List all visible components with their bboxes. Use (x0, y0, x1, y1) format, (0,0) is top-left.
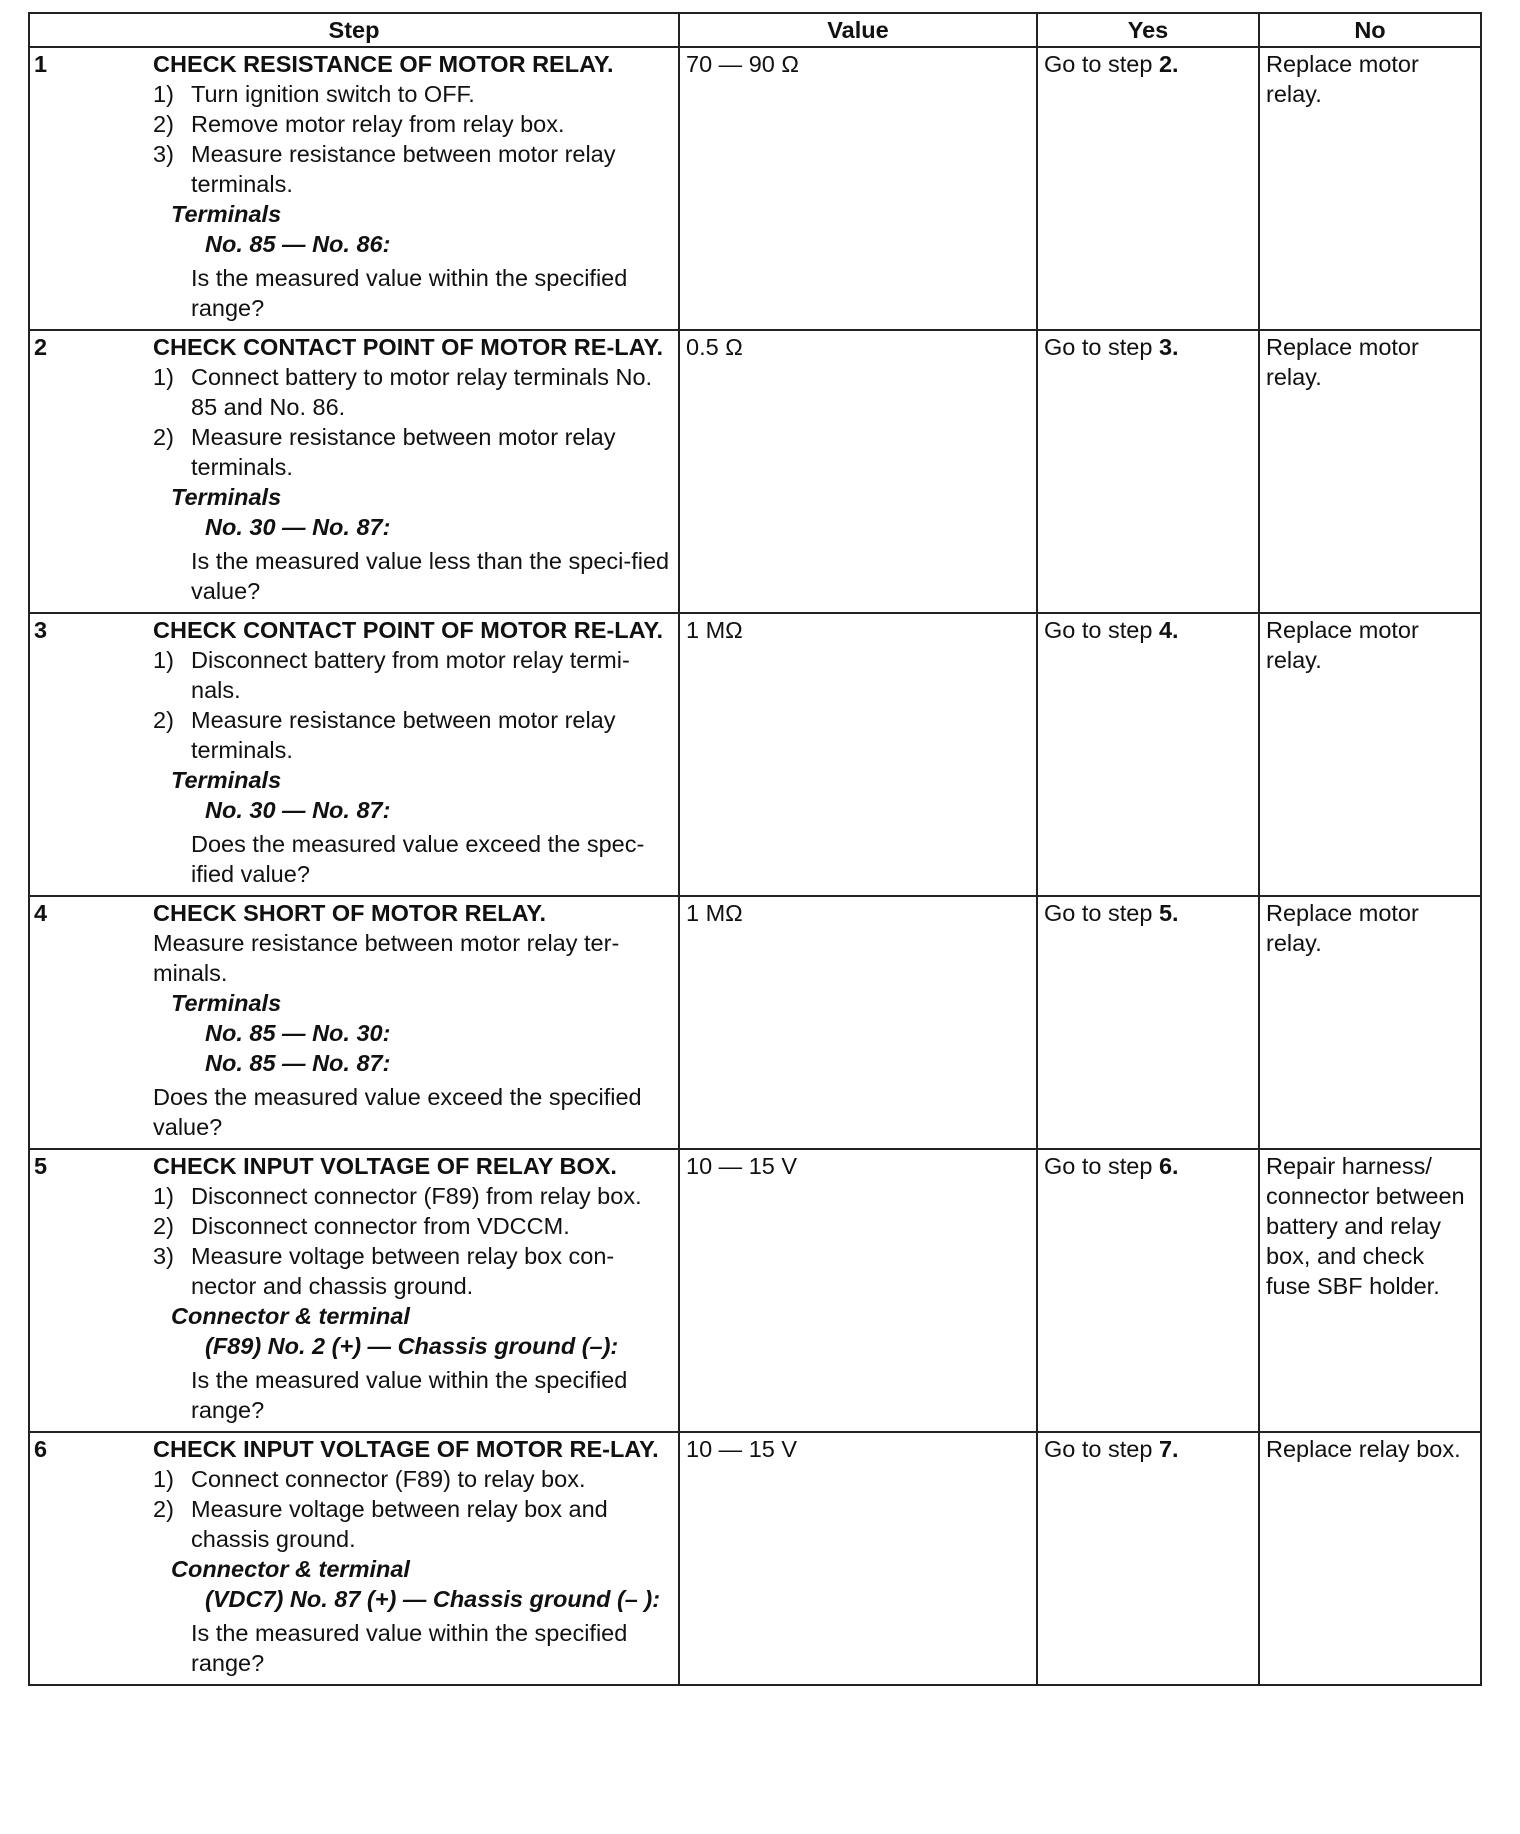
step-cell (29, 330, 679, 613)
step-cell (29, 1432, 679, 1685)
header-row (29, 13, 1481, 47)
no-cell: Replace relay box. (1259, 1432, 1481, 1685)
step-item-number: 2) (153, 424, 174, 450)
step-item (153, 1181, 672, 1211)
yes-step-number: 3. (1158, 334, 1179, 360)
step-body (153, 898, 672, 1142)
table-row (29, 1432, 1481, 1685)
terminal-spec: No. 30 — No. 87: (205, 514, 391, 540)
step-question: Is the measured value within the specified range? (191, 265, 628, 321)
step-item-number: 1) (153, 647, 174, 673)
step-question: Is the measured value less than the speci-fied value? (191, 548, 670, 604)
terminal-label: Connector & terminal (171, 1303, 410, 1329)
terminal-spec: No. 85 — No. 86: (205, 231, 391, 257)
step-number: 1 (34, 51, 48, 77)
yes-text: Go to step (1044, 1436, 1159, 1462)
step-item-text: Measure resistance between motor relay terminals. (191, 141, 616, 197)
step-item-number: 2) (153, 1496, 174, 1522)
yes-step-number: 4. (1158, 617, 1179, 643)
value-cell: 1 MΩ (679, 613, 1037, 896)
step-item (153, 109, 672, 139)
yes-step-number: 2. (1158, 51, 1179, 77)
step-question: Is the measured value within the specified range? (191, 1620, 628, 1676)
step-number: 3 (34, 617, 48, 643)
step-title: CHECK RESISTANCE OF MOTOR RELAY. (153, 51, 614, 77)
step-title: CHECK SHORT OF MOTOR RELAY. (153, 900, 547, 926)
yes-text: Go to step (1044, 1153, 1159, 1179)
header-value: Value (679, 13, 1037, 47)
terminal-label: Connector & terminal (171, 1556, 410, 1582)
step-item (153, 362, 672, 422)
step-item-number: 3) (153, 1243, 174, 1269)
header-yes: Yes (1037, 13, 1259, 47)
step-item-text: Disconnect battery from motor relay termi-nals. (191, 647, 630, 703)
yes-cell (1037, 1149, 1259, 1432)
terminal-spec: No. 30 — No. 87: (205, 797, 391, 823)
step-item (153, 1464, 672, 1494)
step-cell (29, 47, 679, 330)
no-cell: Repair harness/ connector between battery and relay box, and check fuse SBF holder. (1259, 1149, 1481, 1432)
yes-step-number: 6. (1158, 1153, 1179, 1179)
table-row (29, 47, 1481, 330)
step-item (153, 1211, 672, 1241)
step-number: 2 (34, 334, 48, 360)
step-item (153, 645, 672, 705)
step-number: 6 (34, 1436, 48, 1462)
step-body (153, 615, 672, 889)
step-body (153, 49, 672, 323)
yes-cell (1037, 613, 1259, 896)
step-question: Does the measured value exceed the specified value? (153, 1084, 642, 1140)
terminal-spec: (F89) No. 2 (+) — Chassis ground (–): (205, 1333, 619, 1359)
terminal-label: Terminals (171, 201, 282, 227)
step-item (153, 1494, 672, 1554)
no-cell: Replace motor relay. (1259, 47, 1481, 330)
diagnostic-table (28, 12, 1482, 1686)
value-cell: 0.5 Ω (679, 330, 1037, 613)
step-item-text: Measure voltage between relay box con-nector and chassis ground. (191, 1243, 615, 1299)
step-item-number: 2) (153, 111, 174, 137)
step-item-number: 1) (153, 364, 174, 390)
yes-cell (1037, 1432, 1259, 1685)
no-cell: Replace motor relay. (1259, 330, 1481, 613)
table-row (29, 330, 1481, 613)
value-cell: 70 — 90 Ω (679, 47, 1037, 330)
step-item (153, 139, 672, 199)
step-item (153, 705, 672, 765)
step-item-number: 1) (153, 81, 174, 107)
step-question: Is the measured value within the specified range? (191, 1367, 628, 1423)
step-cell (29, 1149, 679, 1432)
step-item-text: Measure resistance between motor relay terminals. (191, 707, 616, 763)
step-title: CHECK INPUT VOLTAGE OF MOTOR RE-LAY. (153, 1436, 659, 1462)
yes-cell (1037, 330, 1259, 613)
yes-step-number: 7. (1158, 1436, 1179, 1462)
step-number: 4 (34, 900, 48, 926)
yes-text: Go to step (1044, 51, 1159, 77)
step-item-text: Measure resistance between motor relay terminals. (191, 424, 616, 480)
step-item (153, 1241, 672, 1301)
yes-step-number: 5. (1158, 900, 1179, 926)
step-body (153, 1151, 672, 1425)
terminal-spec: No. 85 — No. 30: (205, 1020, 391, 1046)
yes-text: Go to step (1044, 334, 1159, 360)
step-item-text: Disconnect connector from VDCCM. (191, 1213, 570, 1239)
step-item-number: 1) (153, 1466, 174, 1492)
step-item (153, 79, 672, 109)
no-cell: Replace motor relay. (1259, 896, 1481, 1149)
step-number: 5 (34, 1153, 48, 1179)
table-row (29, 613, 1481, 896)
step-item-text: Measure voltage between relay box and chassis ground. (191, 1496, 608, 1552)
step-item-number: 3) (153, 141, 174, 167)
terminal-label: Terminals (171, 767, 282, 793)
step-item-text: Disconnect connector (F89) from relay box. (191, 1183, 642, 1209)
step-question: Does the measured value exceed the spec-ified value? (191, 831, 645, 887)
step-body (153, 1434, 672, 1678)
table-row (29, 896, 1481, 1149)
terminal-spec: No. 85 — No. 87: (205, 1050, 391, 1076)
step-body (153, 332, 672, 606)
table-row (29, 1149, 1481, 1432)
step-title: CHECK INPUT VOLTAGE OF RELAY BOX. (153, 1153, 617, 1179)
step-item-text: Turn ignition switch to OFF. (191, 81, 475, 107)
terminal-label: Terminals (171, 990, 282, 1016)
step-item-number: 1) (153, 1183, 174, 1209)
step-item-number: 2) (153, 707, 174, 733)
step-item-text: Connect connector (F89) to relay box. (191, 1466, 586, 1492)
yes-text: Go to step (1044, 617, 1159, 643)
step-instruction: Measure resistance between motor relay ter-minals. (153, 930, 620, 986)
table-body (29, 47, 1481, 1685)
yes-cell (1037, 47, 1259, 330)
step-item-text: Connect battery to motor relay terminals No. 85 and No. 86. (191, 364, 653, 420)
value-cell: 1 MΩ (679, 896, 1037, 1149)
no-cell: Replace motor relay. (1259, 613, 1481, 896)
step-cell (29, 896, 679, 1149)
step-item (153, 422, 672, 482)
value-cell: 10 — 15 V (679, 1432, 1037, 1685)
step-item-text: Remove motor relay from relay box. (191, 111, 565, 137)
header-no: No (1259, 13, 1481, 47)
step-cell (29, 613, 679, 896)
step-item-number: 2) (153, 1213, 174, 1239)
yes-text: Go to step (1044, 900, 1159, 926)
value-cell: 10 — 15 V (679, 1149, 1037, 1432)
yes-cell (1037, 896, 1259, 1149)
terminal-spec: (VDC7) No. 87 (+) — Chassis ground (– ): (205, 1586, 661, 1612)
step-title: CHECK CONTACT POINT OF MOTOR RE-LAY. (153, 334, 664, 360)
terminal-label: Terminals (171, 484, 282, 510)
header-step: Step (29, 13, 679, 47)
step-title: CHECK CONTACT POINT OF MOTOR RE-LAY. (153, 617, 664, 643)
